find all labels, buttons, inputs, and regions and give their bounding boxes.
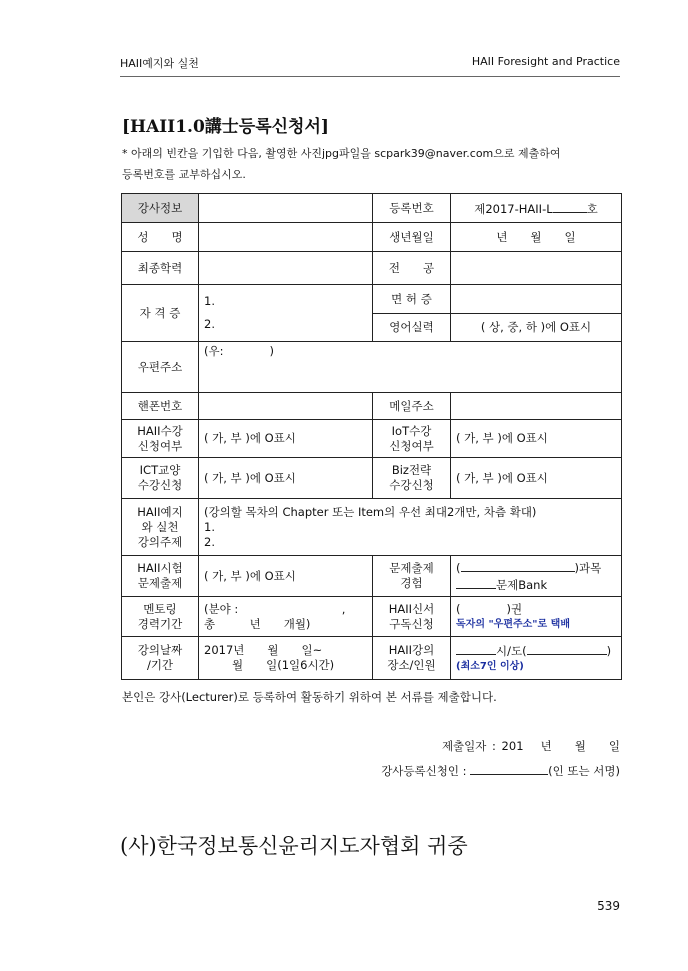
lecture-date-label: 강의날짜 /기간 <box>122 637 199 680</box>
ict-course-label: ICT교양 수강신청 <box>122 458 199 499</box>
email-label: 메일주소 <box>373 393 451 420</box>
name-field[interactable] <box>199 223 373 252</box>
iot-course-field[interactable]: ( 가, 부 )에 O표시 <box>451 420 622 458</box>
lecture-topic-label: HAII예지 와 실천 강의주제 <box>122 499 199 556</box>
exam-question-field[interactable]: ( 가, 부 )에 O표시 <box>199 556 373 597</box>
certificate-field[interactable]: 1. 2. <box>199 285 373 342</box>
lecture-venue-field[interactable]: 시/도( ) (최소7인 이상) <box>451 637 622 680</box>
registration-number-field[interactable]: 제2017-HAII-L 호 <box>451 194 622 223</box>
lecture-topic-field[interactable]: (강의할 목차의 Chapter 또는 Item의 우선 최대2개만, 차츰 확대) 1. 2. <box>199 499 622 556</box>
major-field[interactable] <box>451 252 622 285</box>
major-label: 전 공 <box>373 252 451 285</box>
registration-form-table <box>121 193 622 680</box>
english-level-label: 영어실력 <box>373 314 451 342</box>
mobile-field[interactable] <box>199 393 373 420</box>
mentoring-field[interactable]: (분야 : , 총 년 개월) <box>199 597 373 637</box>
signature-blank[interactable] <box>470 762 548 775</box>
lecturer-info-field[interactable] <box>199 194 373 223</box>
postal-address-label: 우편주소 <box>122 342 199 393</box>
applicant-signature-line: 강사등록신청인 : (인 또는 서명) <box>381 764 620 778</box>
lecture-date-field[interactable]: 2017년 월 일~ 월 일(1일6시간) <box>199 637 373 680</box>
exam-question-label: HAII시험 문제출제 <box>122 556 199 597</box>
running-header-right: HAII Foresight and Practice <box>471 55 620 68</box>
birthdate-field[interactable]: 년 월 일 <box>451 223 622 252</box>
email-field[interactable] <box>451 393 622 420</box>
book-subscription-field[interactable]: ( )권 독자의 "우편주소"로 택배 <box>451 597 622 637</box>
ict-course-field[interactable]: ( 가, 부 )에 O표시 <box>199 458 373 499</box>
registration-number-label: 등록번호 <box>373 194 451 223</box>
book-subscription-label: HAII신서 구독신청 <box>373 597 451 637</box>
instructions <box>122 143 622 185</box>
education-label: 최종학력 <box>122 252 199 285</box>
mentoring-label: 멘토링 경력기간 <box>122 597 199 637</box>
name-label: 성 명 <box>122 223 199 252</box>
form-title: [HAII1.0講士등록신청서] <box>122 117 329 137</box>
question-experience-field[interactable]: ( )과목 문제Bank <box>451 556 622 597</box>
instruction-line-1: * 아래의 빈칸을 기입한 다음, 촬영한 사진jpg파일을 scpark39@naver.com으로 제출하여 <box>122 147 561 160</box>
iot-course-label: IoT수강 신청여부 <box>373 420 451 458</box>
postal-address-field[interactable]: (우: ) <box>199 342 622 393</box>
running-header-left: HAII예지와 실천 <box>120 57 199 70</box>
license-label: 면 허 증 <box>373 285 451 314</box>
page-number: 539 <box>597 899 620 913</box>
education-field[interactable] <box>199 252 373 285</box>
lecturer-info-label: 강사정보 <box>122 194 199 223</box>
biz-course-label: Biz전략 수강신청 <box>373 458 451 499</box>
mobile-label: 핸폰번호 <box>122 393 199 420</box>
haii-course-label: HAII수강 신청여부 <box>122 420 199 458</box>
certificate-label: 자 격 증 <box>122 285 199 342</box>
instruction-line-2: 등록번호를 교부하십시오. <box>122 168 246 181</box>
english-level-field[interactable]: ( 상, 중, 하 )에 O표시 <box>451 314 622 342</box>
header-rule <box>120 76 620 77</box>
birthdate-label: 생년월일 <box>373 223 451 252</box>
delivery-note: 독자의 "우편주소"로 택배 <box>456 618 570 630</box>
declaration: 본인은 강사(Lecturer)로 등록하여 활동하기 위하여 본 서류를 제출합니다. <box>122 690 497 704</box>
minimum-attendees-note: (최소7인 이상) <box>456 661 524 672</box>
haii-course-field[interactable]: ( 가, 부 )에 O표시 <box>199 420 373 458</box>
addressee: (사)한국정보통신윤리지도자협회 귀중 <box>120 834 468 858</box>
lecture-venue-label: HAII강의 장소/인원 <box>373 637 451 680</box>
biz-course-field[interactable]: ( 가, 부 )에 O표시 <box>451 458 622 499</box>
license-field[interactable] <box>451 285 622 314</box>
question-experience-label: 문제출제 경험 <box>373 556 451 597</box>
submission-date: 제출일자 : 201 년 월 일 <box>441 739 620 753</box>
